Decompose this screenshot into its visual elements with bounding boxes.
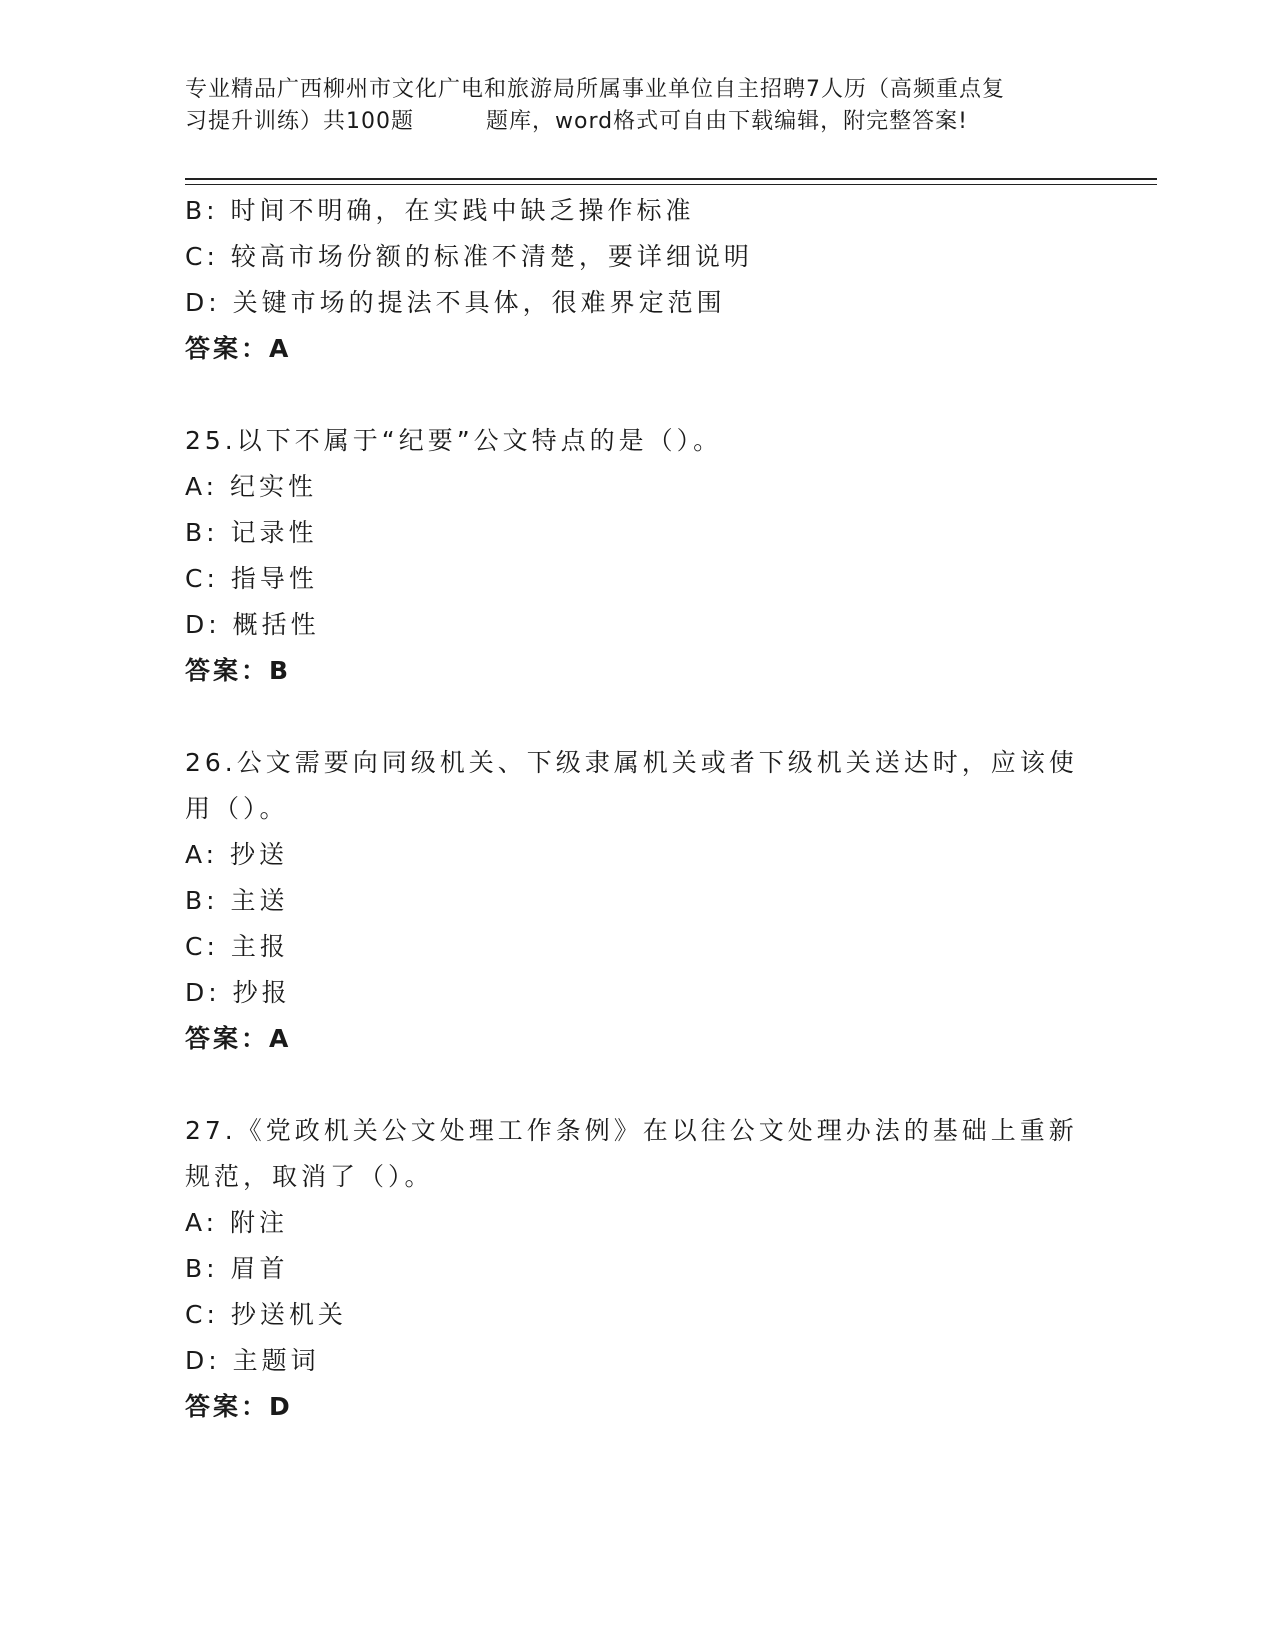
question-25 bbox=[185, 418, 1085, 694]
question-stem-continued: 规范，取消了（）。 bbox=[185, 1162, 434, 1191]
option-d: D: 抄报 bbox=[185, 978, 291, 1007]
question-26 bbox=[185, 740, 1085, 1062]
answer: 答案：A bbox=[185, 1024, 292, 1053]
option-c: C: 主报 bbox=[185, 932, 289, 961]
header-rule-thin bbox=[185, 184, 1157, 185]
answer: 答案：B bbox=[185, 656, 292, 685]
option-d: D: 关键市场的提法不具体，很难界定范围 bbox=[185, 288, 726, 317]
option-b: B: 眉首 bbox=[185, 1254, 289, 1283]
question-stem: 25.以下不属于“纪要”公文特点的是（）。 bbox=[185, 426, 723, 455]
answer: 答案：D bbox=[185, 1392, 293, 1421]
question-stem-continued: 用（）。 bbox=[185, 794, 289, 823]
header-line-2 bbox=[185, 106, 1085, 138]
header-line-2-right: 题库，word格式可自由下载编辑，附完整答案! bbox=[486, 109, 968, 134]
option-b: B: 记录性 bbox=[185, 518, 318, 547]
option-d: D: 概括性 bbox=[185, 610, 320, 639]
option-b: B: 时间不明确，在实践中缺乏操作标准 bbox=[185, 196, 695, 225]
option-c: C: 较高市场份额的标准不清楚，要详细说明 bbox=[185, 242, 753, 271]
option-b: B: 主送 bbox=[185, 886, 289, 915]
header-line-2-left: 习提升训练）共100题 bbox=[185, 109, 414, 134]
question-stem: 26.公文需要向同级机关、下级隶属机关或者下级机关送达时，应该使 bbox=[185, 748, 1078, 777]
header-line-1: 专业精品广西柳州市文化广电和旅游局所属事业单位自主招聘7人历（高频重点复 bbox=[185, 77, 1005, 102]
option-a: A: 纪实性 bbox=[185, 472, 318, 501]
option-d: D: 主题词 bbox=[185, 1346, 320, 1375]
document-header bbox=[185, 74, 1085, 138]
answer: 答案：A bbox=[185, 334, 292, 363]
option-a: A: 抄送 bbox=[185, 840, 289, 869]
question-prev bbox=[185, 188, 1085, 372]
option-a: A: 附注 bbox=[185, 1208, 289, 1237]
question-27 bbox=[185, 1108, 1085, 1430]
header-rule-thick bbox=[185, 178, 1157, 180]
option-c: C: 指导性 bbox=[185, 564, 318, 593]
question-stem: 27.《党政机关公文处理工作条例》在以往公文处理办法的基础上重新 bbox=[185, 1116, 1078, 1145]
option-c: C: 抄送机关 bbox=[185, 1300, 347, 1329]
question-list bbox=[185, 188, 1085, 1476]
